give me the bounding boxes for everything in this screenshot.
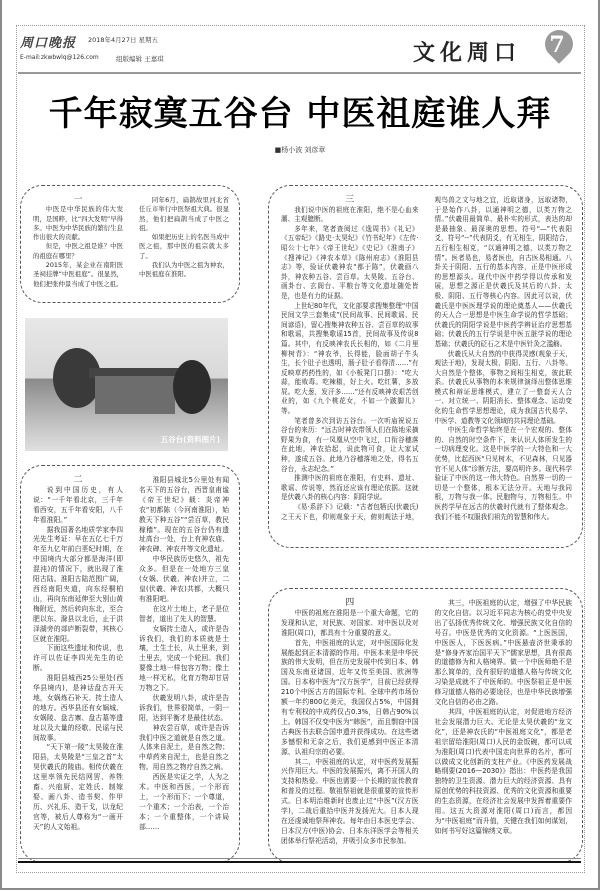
- article-title: 千年寂寞五谷台 中医祖庭谁人拜: [48, 94, 552, 134]
- section-box-3: [268, 185, 583, 548]
- paragraph: 其二，中医祖庭的认定，对中医药发展振兴作用巨大。中医的发展振兴，离不开国人的支持和热爱。中医也需要一个长期的宣传教育和普及的过程。敬祖祭祖就是很重要的宣传形式。日本明治维新时也废止过“中医”(汉方医学)，二战后重拾中医并发扬光大。日本人现在还虔诚地祭拜神农。每年由日本医史学会、日本汉方(中医)协会、日本东洋医学会等相关团体举行祭祀活动，并吸引众多市民参加。: [281, 757, 419, 845]
- newspaper-logo: 周口晚报: [20, 36, 77, 51]
- paragraph: 首先，中医祖庭的认定，对中医国际化发展能起到正本清源的作用。中医本来是中华民族的伟大发明，但在历史发展中传到日本、韩国及东南亚诸国，近年又传至美国、欧洲等国。日本称中医为“汉方医学”，目前已经获得210个中医古方的国际专利。全球中药市场份额一年约800亿美元，我国仅占5%，中国拥有专利权的中成药仅占0.3%，日韩占90%以上。韩国不仅变中医为“韩医”，而且剽窃中国古典医书去联合国申遗并获得成功。在这些诸多憾恨和无奈之后，我们更感到中医正本清源、认祖归宗的必要。: [281, 638, 419, 756]
- layout-editor: 组版编辑 王嘉琪: [116, 55, 164, 63]
- paragraph: 说到中国历史，有人说：“一千年看北京，三千年看西安，五千年看安阳，八千年看淮阳。”: [33, 485, 123, 524]
- article-byline: ■杨小波 刘彦章: [274, 146, 326, 154]
- paragraph: 如果把历史上的名医当成中医之祖，那中医的祖宗就太多了。: [139, 233, 229, 260]
- section-2-text: [33, 476, 229, 854]
- paragraph: 淮阳县城北5公里处有闻名天下的五谷台，西晋皇甫谧《帝王世纪》载：炎帝神农“初都陈（今河南淮阳），始教天下种五谷”“尝百草，教民稼穑”。现在的五谷台仍有遗址高台一处，台上有神农庙、神农碑、神农井等文化遗址。: [139, 476, 229, 554]
- paragraph: 下面这些遗址和传说，也许可以佐证李四光先生的论断。: [33, 644, 123, 673]
- section-number: 四: [345, 598, 355, 608]
- section-4-text: [281, 599, 572, 854]
- section-3-text: [281, 196, 572, 539]
- paragraph: 伏羲发明八卦，或许是告诉我们，世界很简单，一阴一阳，达到平衡才是最佳状态。: [139, 693, 229, 722]
- paragraph: 神农尝百草，或许是告诉我们中医之道就是自然之道。人体来自泥土，是自然之物；中草药来自泥土，也是自然之物。用自然之物疗自然之病。: [139, 723, 229, 772]
- wugutai-photo: [25, 318, 228, 451]
- bottom-rule: [18, 858, 581, 863]
- paragraph: 但是，中医之祖是谁？中医的祖庭在哪里？: [33, 242, 123, 260]
- section-1-text: [33, 196, 229, 294]
- paragraph: 伏羲氏从大自然的中获得灵感(观象于天，观法于地)，发现太极、阴阳、五行、八卦等。大自然是个整体，事物之间相生相克，彼此联系。伏羲氏从事物的本来规律演绎出整体思维模式和辩证思维模式，建立了一整套天人合一、对立统一、阴阳消长、整体观念、运动变化的生命哲学思想理论，成为我国古代易学、中医学、道教等文化领域的共同理论基础。: [434, 349, 572, 425]
- building-shape: [95, 376, 175, 414]
- paragraph: 2015年，某企业在南阳医圣祠挂牌“中医祖庭”。很显然，他们把张仲景当成了中医之祖。: [33, 261, 123, 288]
- paragraph: 据我国著名地质学家李四光先生考证：早在五亿七千万年至九亿年前白垩纪时期，在中国境内大部分都是海洋(即混沌)的情况下，就出现了淮阳古陆。淮阳古陆范围广阔，西经南阳夹道，向东经桐柏山，再向东南延伸至大别山黄梅附近，然后转向东北，至合肥以东、滁县以北后，止于洪泽湖旁的郯庐断裂带，其核心区就在淮阳。: [33, 525, 123, 643]
- paragraph: 上世纪80年代，文化部要求搜集整理“中国民间文学三套集成”(民间故事、民间歌谣、民间谚语)，留心搜集神农种五谷、尝百草的故事和歌谣，共搜集歌谣15首，民间故事及传说8篇。其中，有反映神农氏长相的，如《二月里柳树青》：“神农爷，长得能，脸面胡子牛头生，长个肚子也透明，肠子肚子看得清……”有反映草药药性的，如《小板凳门口摆》：“吃大蒜，能败毒。吃辣椒，好上火。吃红薯，多放屁。吃大葱，发汗多……”还有反映神农艰苦创业的，如《九个桃花女，不如一个跛脚儿》等。: [281, 301, 419, 416]
- issue-date: 2018年4月27日 星期五: [88, 36, 159, 44]
- paragraph: 其四，中医祖庭的认定，对促进地方经济社会发展潜力巨大。无论是太昊伏羲的“龙文化”，还是神农氏的“中医祖庭文化”，都是老祖宗留给淮阳(周口)人民的金饭碗，都可以成为淮阳(周口)代表中国走向世界的名片，都可以做成文化创新的支柱产业。《中医药发展战略纲要(2016—2030)》指出：中医药是我国独特的卫生资源、潜力巨大的经济资源、具有原创优势的科技资源、优秀的文化资源和重要的生态资源，在经济社会发展中发挥着重要作用。这五大资源对淮阳(周口)而言，都因为“中医祖庭”而升值，关键在我们如何谋划，如何书写好这篇锦绣文章。: [434, 707, 572, 835]
- paragraph: 中华民族历史悠久，祖先众多。但是在一处地方三皇(女娲、伏羲、神农)并立，二皇(伏羲、神农)共都，大概只有淮阳吧。: [139, 555, 229, 603]
- paragraph: 中医生命哲学始终是在一个宏观的、整体的、自然的时空条件下，来认识人体所发生的一切病理变化。这是中医学的一大特色和一大优势，比起西医“只见树木，不见森林，只见器官不见人体”诊断方法，要高明许多。现代科学验证了中医的这一伟大特色。自然界一切的一切是一个整体，根本无法分开。天地与我同根，万物与我一体。民胞物与，万物相生。中医药学早在远古的伏羲时代就有了整体观念。我们不能不叹服我们祖先的智慧和伟大。: [434, 426, 572, 521]
- section-number: 二: [73, 475, 83, 485]
- paragraph: 《易·系辞下》记载：“古者包牺氏(伏羲氏)之王天下也，仰则观象于天，俯则观法于地，观鸟兽之文与地之宜，近取诸身，远取诸物，于是始作八卦，以通神明之德，以类万物之情。”伏羲用最简单、最朴实的形式，表达的却是最抽象、最深奥的思想。符号“—”代表阳爻，符号“--”代表阴爻，有无相生，阴阳结合，五行相生相克，“以通神明之德，以类万物之情”。医者易也，易者医也，自古医易相通。八卦关于阴阳、五行的基本内容，正是中医形成的思想源头。现代中医中药学得以传承和发展，思想之源正是伏羲氏及其后的八卦、太极、阴阳、五行等核心内容。因此可以说，伏羲氏是中医医理学说的理论奠基人——伏羲氏的天人合一思想是中医生命学说的哲学基础；伏羲氏的阴阳学说是中医药学辨证治疗思想基础；伏羲氏的五行学说是中医五脏学说的理论基础；伏羲氏的砭石之术是中医针灸之滥觞。: [281, 196, 572, 521]
- paragraph: “天下第一陵”太昊陵在淮阳县，太昊陵是“三皇之首”太昊伏羲氏的陵庙。相传伏羲在这里率领先民结网罟、养牲畜、兴庖厨、定姓氏、制嫁娶、画八卦、造书契、作甲历、兴礼乐、造干戈，以龙纪官等，被后人尊称为“一画开天”的人文始祖。: [33, 743, 123, 831]
- section-box-4: [268, 588, 583, 863]
- paragraph: 中医是中华民族的伟大发明，是国粹，比“四大发明”早得多。中医为中华民族的繁衍生息作出很大的贡献。: [33, 205, 123, 242]
- section-title: 文化周口: [412, 40, 521, 66]
- photo-caption: 五谷台(资料图片): [160, 435, 220, 444]
- section-number: 一: [73, 195, 83, 205]
- section-number: 三: [345, 195, 355, 205]
- paragraph: 我们说中医的祖庭在淮阳，绝不是心血来潮、主观臆断。: [281, 205, 419, 224]
- paragraph: 同年6月，扁鹊故里河北省任丘市举行中医祭祖大典。很显然，他们把扁鹊当成了中医之祖。: [139, 196, 229, 232]
- contact-email: E-mail:zkwbwlq@126.com: [20, 54, 99, 61]
- paragraph: 中医的祖庭在淮阳是一个重大命题，它的发现和认定，对民族、对国家、对中医以及对淮阳(周口)，都具有十分重要的意义。: [281, 608, 419, 637]
- section-box-1: [20, 185, 240, 303]
- paragraph: 女娲抟土造人，或许是告诉我们，我们的本质就是土壤，土生土长，从土里来，到土里去，完成一个轮回。我们要像土地一样包容万物；像土地一样无私，化育万物却甘居万物之下。: [139, 624, 229, 693]
- page-number: 7: [549, 32, 565, 58]
- paragraph: 多年来，笔者查阅过《逸周书》《礼记》《五帝纪》《路史·太昊纪》《竹书纪年》《左传·昭公十七年》《帝王世纪》《史记》《淮南子》《搜神记》《神农本草》《陈州府志》《淮阳县志》等，验证伏羲神农“都于陈”，伏羲画八卦，神农种五谷、尝百草。太昊陵、五谷台、画卦台、玄阁台、平粮台等文化遗址随处皆是，也是有力的证据。: [281, 224, 419, 300]
- paragraph: 我们认为中医之祖为神农，中医祖庭在淮阳。: [139, 261, 229, 279]
- section-box-2: [20, 465, 240, 863]
- paragraph: 其三，中医祖庭的认定，增强了中华民族的文化自信。以习近平同志为核心的党中央发出了弘扬优秀传统文化、增强民族文化自信的号召。中医是优秀的文化资源。“上医医国，中医医人，下医医病。”中医悬壶济世秉承的是“修身齐家治国平天下”儒家思想，具有很高的道德修为和人格境界。做一个中医师绝不是那么简单的，没有很好的道德人格与传统文化习染是成就不了中医师的。中医祭祖正是中医修习道德人格的必要途径，也是中华民族增强文化自信的必由之路。: [434, 599, 572, 707]
- tree-shape: [173, 360, 211, 414]
- paragraph: 笔者曾多次到访五谷台。一次听庙祝说五谷台的来历：“远古时神农带领人们在陈地采摘野果为食，有一凤凰从空中飞过，口衔谷穗落在此地，神农拾起，说此物可食，让大家试种，遂成五谷。此地乃谷穗落地之处，得名五谷台，永志纪念。”: [281, 416, 419, 473]
- paragraph: 推测中医的祖庭在淮阳，有史料、遗址、歌谣、传说等，然而还应该有理论依据。这就是伏羲八卦的核心内容：阴阳学说。: [281, 474, 419, 502]
- tree-shape: [53, 348, 101, 408]
- page-header: [18, 28, 581, 74]
- paragraph: 在这片土地上，老子是位智者，道出了先人的智慧。: [139, 604, 229, 623]
- paragraph: 西医是实证之学，人为之术。中医和西医，一个形而上，一个形而下；一个尊道，一个重术；一个治表，一个治本；一个重整体，一个讲局部……: [139, 773, 229, 831]
- paragraph: 淮阳县城西25公里处(西华县境内)，是神话盘古开天地，女娲炼石补天、抟土造人的地方。西华县还有女娲城、女娲陵、盘古寨、盘古墓等遗址以及大量的经歌、民谣与民间故事。: [33, 674, 123, 742]
